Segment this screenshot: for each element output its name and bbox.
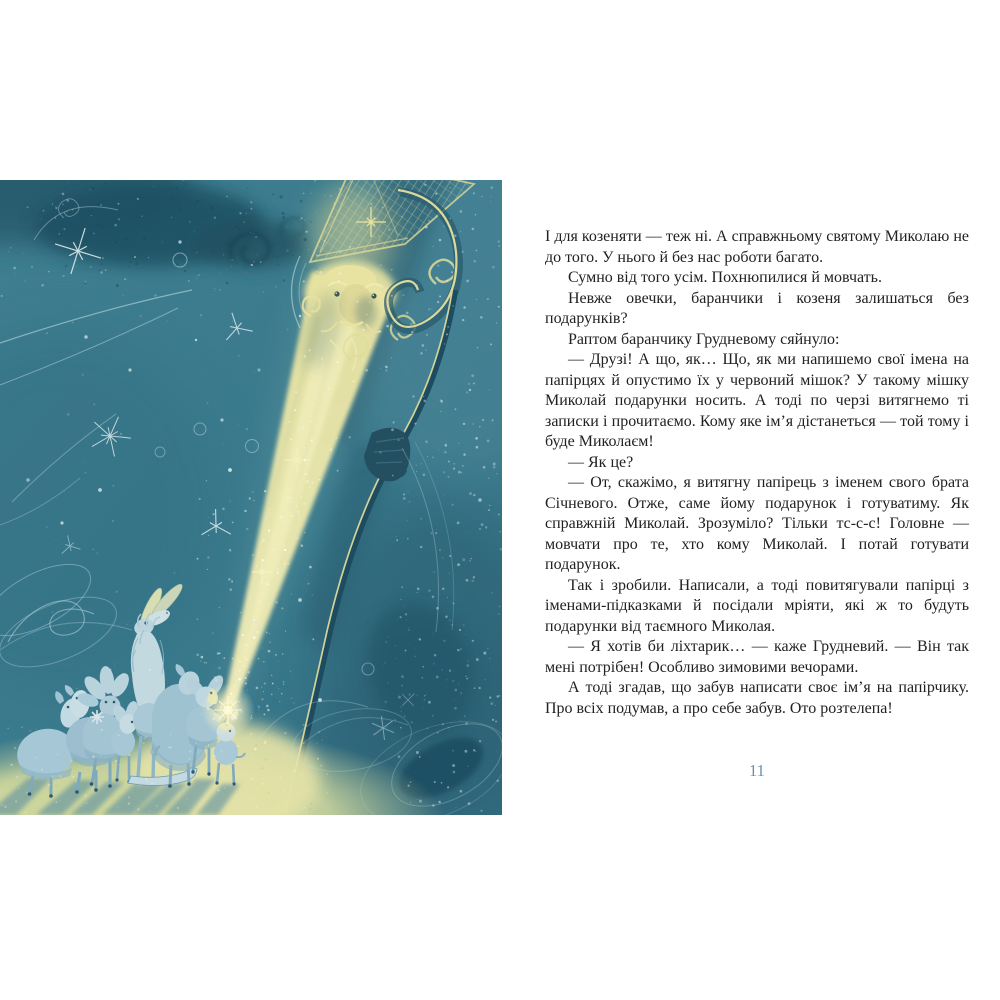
lantern: [201, 683, 255, 737]
story-paragraph: Так і зробили. Написали, а тоді повитягували папірці з іменами-підказками й посідали мріяти, які ж то будуть подарунки від таємного Миколая.: [545, 576, 969, 635]
story-paragraph: Невже овечки, баранчики і козеня залишаться без подарунків?: [545, 289, 969, 327]
story-paragraph: Раптом баранчику Грудневому сяйнуло:: [568, 330, 840, 348]
story-illustration: [0, 180, 502, 815]
story-paragraph: І для козеняти — теж ні. А справжньому святому Миколаю не до того. У нього й без нас роботи багато.: [545, 228, 969, 266]
story-text-column: [545, 227, 969, 719]
story-paragraph: Сумно від того усім. Похнюпилися й мовчать.: [568, 269, 882, 286]
illustration-canvas: [0, 180, 502, 815]
story-paragraph: — Я хотів би ліхтарик… — каже Грудневий. — Він так мені потрібен! Особливо зимовими вечорами.: [545, 638, 969, 676]
page-number: 11: [749, 761, 765, 780]
story-paragraph: — От, скажімо, я витягну папірець з іменем свого брата Січневого. Отже, саме йому подарунок і готуватиму. Як справжній Миколай. Зрозуміло? Тільки тс-с-с! Головне — мовчати про те, хто кому Миколай. І потай готувати подарунок.: [545, 474, 969, 573]
story-paragraph: — Друзі! А що, як… Що, як ми напишемо свої імена на папірцях й опустимо їх у червоний мішок? У такому мішку Миколай подарунки носить. А тоді по черзі витягнемо ті записки і прочитаємо. Кому яке ім’я дістанеться — той тому і буде Миколаєм!: [545, 351, 969, 450]
story-paragraph: — Як це?: [568, 453, 634, 471]
story-paragraph: А тоді згадав, що забув написати своє ім’я на папірчику. Про всіх подумав, а про себе забув. Ото розтелепа!: [545, 679, 969, 717]
